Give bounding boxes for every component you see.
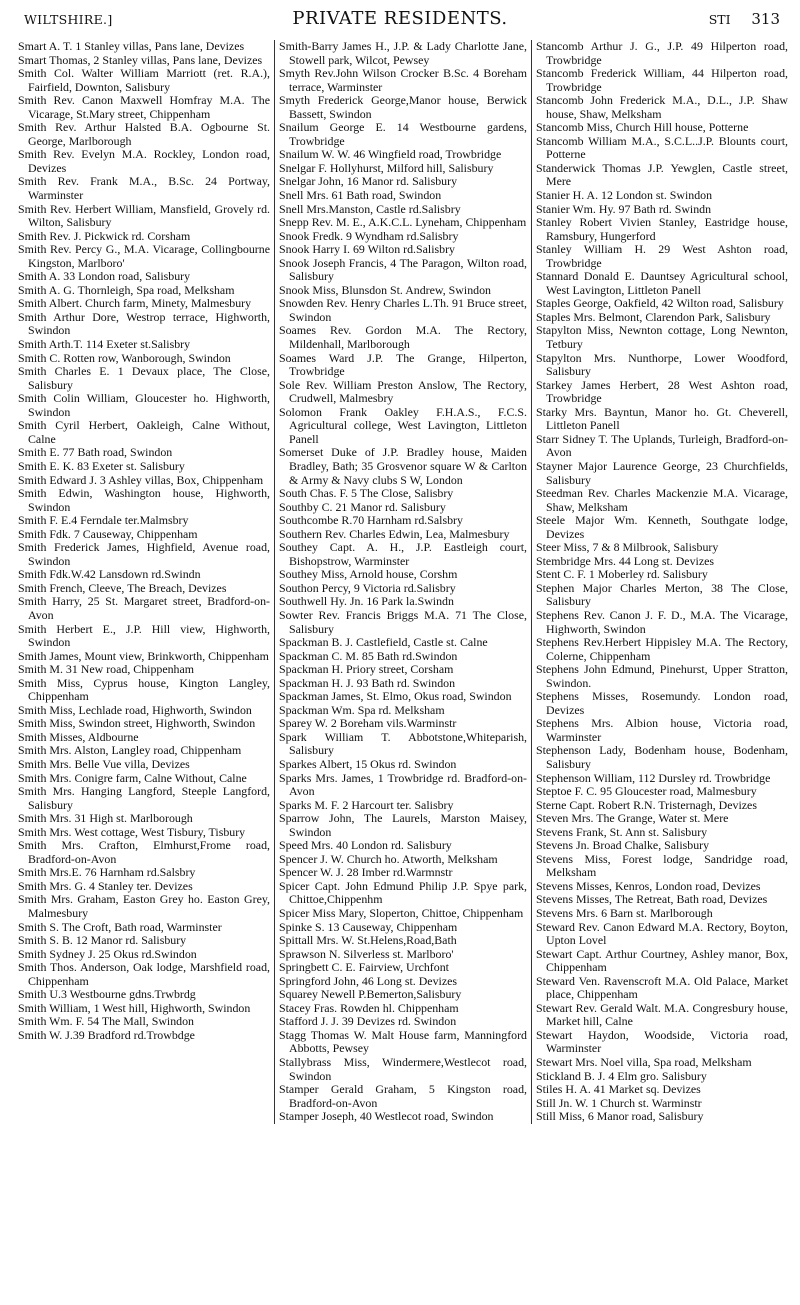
resident-entry: Smith Miss, Lechlade road, Highworth, Swindon (18, 702, 252, 717)
resident-entry: Steele Major Wm. Kenneth, Southgate lodge, Devizes (536, 513, 788, 541)
resident-entry: Smith Albert. Church farm, Minety, Malmesbury (18, 296, 252, 311)
resident-entry: Smith Fdk.W.42 Lansdown rd.Swindn (18, 567, 201, 582)
resident-entry: Smyth Frederick George,Manor house, Berwick Bassett, Swindon (279, 93, 527, 121)
column-3 (531, 40, 788, 1124)
resident-entry: Stephens Misses, Rosemundy. London road, Devizes (536, 689, 788, 717)
page-title: PRIVATE RESIDENTS. (292, 8, 508, 29)
resident-entry: Snailum George E. 14 Westbourne gardens, Trowbridge (279, 120, 527, 148)
resident-entry: Stephens John Edmund, Pinehurst, Upper Stratton, Swindon. (536, 662, 788, 690)
resident-entry: Snook Joseph Francis, 4 The Paragon, Wilton road, Salisbury (279, 255, 527, 284)
resident-entry: Smith Mrs. Hanging Langford, Steeple Langford, Salisbury (18, 784, 270, 812)
resident-entry: Springford John, 46 Long st. Devizes (279, 973, 458, 988)
resident-entry: Smith Cyril Herbert, Oakleigh, Calne Without, Calne (18, 418, 270, 446)
resident-entry: Smith Thos. Anderson, Oak lodge, Marshfield road, Chippenham (18, 960, 270, 988)
resident-entry: Smith Rev. Frank M.A., B.Sc. 24 Portway, Warminster (18, 174, 270, 203)
columns (18, 40, 788, 1124)
resident-entry: Sparrow John, The Laurels, Marston Maisey, Swindon (279, 811, 527, 839)
resident-entry: Snelgar F. Hollyhurst, Milford hill, Salisbury (279, 160, 494, 175)
resident-entry: Spinke S. 13 Causeway, Chippenham (279, 919, 458, 934)
resident-entry: Spencer W. J. 28 Imber rd.Warmnstr (279, 865, 453, 880)
resident-entry: Stapylton Miss, Newnton cottage, Long Newnton, Tetbury (536, 323, 788, 352)
resident-entry: Snowden Rev. Henry Charles L.Th. 91 Bruce street, Swindon (279, 296, 527, 324)
resident-entry: Stevens Misses, The Retreat, Bath road, Devizes (536, 892, 768, 907)
resident-entry: Stancomb Frederick William, 44 Hilperton road, Trowbridge (536, 66, 788, 94)
resident-entry: Smith Harry, 25 St. Margaret street, Bradford-on-Avon (18, 594, 270, 622)
resident-entry: Solomon Frank Oakley F.H.A.S., F.C.S. Agricultural college, West Lavington, Littleton Panell (279, 404, 527, 446)
resident-entry: Smith Sydney J. 25 Okus rd.Swindon (18, 946, 197, 961)
resident-entry: Stapylton Mrs. Nunthorpe, Lower Woodford, Salisbury (536, 350, 788, 379)
resident-entry: Stancomb John Frederick M.A., D.L., J.P. Shaw house, Shaw, Melksham (536, 93, 788, 121)
resident-entry: Smith Mrs. Graham, Easton Grey ho. Easton Grey, Malmesbury (18, 892, 270, 920)
resident-entry: Steven Mrs. The Grange, Water st. Mere (536, 811, 729, 826)
resident-entry: Spencer J. W. Church ho. Atworth, Melksham (279, 851, 498, 866)
resident-entry: Southern Rev. Charles Edwin, Lea, Malmesbury (279, 526, 510, 541)
column-1 (18, 40, 274, 1124)
resident-entry: Smith Misses, Aldbourne (18, 729, 139, 744)
resident-entry: Smith Rev. J. Pickwick rd. Corsham (18, 228, 191, 243)
resident-entry: Smart A. T. 1 Stanley villas, Pans lane, Devizes (18, 39, 245, 53)
resident-entry: Spackman H. J. 93 Bath rd. Swindon (279, 675, 456, 690)
resident-entry: Soames Rev. Gordon M.A. The Rectory, Mildenhall, Marlborough (279, 323, 527, 352)
resident-entry: Stancomb Miss, Church Hill house, Potterne (536, 120, 749, 135)
resident-entry: Smith Arth.T. 114 Exeter st.Salisbry (18, 337, 191, 352)
resident-entry: Stannard Donald E. Dauntsey Agricultural school, West Lavington, Littleton Panell (536, 269, 788, 297)
resident-entry: Smith Charles E. 1 Devaux place, The Close, Salisbury (18, 364, 270, 392)
resident-entry: Smyth Rev.John Wilson Crocker B.Sc. 4 Boreham terrace, Warminster (279, 66, 527, 94)
resident-entry: Steedman Rev. Charles Mackenzie M.A. Vicarage, Shaw, Melksham (536, 486, 788, 514)
resident-entry: Smart Thomas, 2 Stanley villas, Pans lane, Devizes (18, 52, 263, 67)
resident-entry: Spackman Wm. Spa rd. Melksham (279, 702, 445, 717)
resident-entry: Stancomb William M.A., S.C.L..J.P. Blounts court, Potterne (536, 133, 788, 162)
resident-entry: Steward Ven. Ravenscroft M.A. Old Palace, Market place, Chippenham (536, 973, 788, 1002)
resident-entry: Smith Rev. Herbert William, Mansfield, Grovely rd. Wilton, Salisbury (18, 201, 270, 230)
resident-entry: Smith Mrs. Belle Vue villa, Devizes (18, 756, 190, 771)
resident-entry: Stephens Rev. Canon J. F. D., M.A. The Vicarage, Highworth, Swindon (536, 607, 788, 636)
resident-entry: Smith Mrs. Alston, Langley road, Chippenham (18, 743, 242, 758)
resident-entry: Spackman H. Priory street, Corsham (279, 662, 454, 677)
resident-entry: Snailum W. W. 46 Wingfield road, Trowbridge (279, 147, 502, 162)
resident-entry: Steward Rev. Canon Edward M.A. Rectory, Boyton, Upton Lovel (536, 919, 788, 948)
resident-entry: Stiles H. A. 41 Market sq. Devizes (536, 1082, 701, 1097)
resident-entry: South Chas. F. 5 The Close, Salisbry (279, 486, 454, 501)
resident-entry: Smith Colin William, Gloucester ho. Highworth, Swindon (18, 391, 270, 419)
resident-entry: Smith S. B. 12 Manor rd. Salisbury (18, 933, 187, 948)
resident-entry: Spackman C. M. 85 Bath rd.Swindon (279, 648, 458, 663)
resident-entry: Stevens Miss, Forest lodge, Sandridge road, Melksham (536, 851, 788, 880)
resident-entry: Speed Mrs. 40 London rd. Salisbury (279, 838, 452, 853)
resident-entry: Snook Fredk. 9 Wyndham rd.Salisbry (279, 228, 459, 243)
resident-entry: Snell Mrs. 61 Bath road, Swindon (279, 188, 442, 203)
resident-entry: Still Jn. W. 1 Church st. Warminstr (536, 1095, 702, 1110)
resident-entry: Stayner Major Laurence George, 23 Churchfields, Salisbury (536, 458, 788, 487)
resident-entry: Stickland B. J. 4 Elm gro. Salisbury (536, 1068, 707, 1083)
resident-entry: Stewart Rev. Gerald Walt. M.A. Congresbury house, Market hill, Calne (536, 1000, 788, 1029)
resident-entry: Sparey W. 2 Boreham vils.Warminstr (279, 716, 457, 731)
resident-entry: Staples Mrs. Belmont, Clarendon Park, Salisbury (536, 309, 771, 324)
resident-entry: Snook Harry I. 69 Wilton rd.Salisbry (279, 242, 455, 257)
resident-entry: Southey Capt. A. H., J.P. Eastleigh court, Bishopstrow, Warminster (279, 540, 527, 568)
resident-entry: Sparkes Albert, 15 Okus rd. Swindon (279, 756, 457, 771)
index-code: STI (708, 12, 731, 27)
resident-entry: Squarey Newell P.Bemerton,Salisbury (279, 987, 462, 1002)
resident-entry: Smith U.3 Westbourne gdns.Trwbrdg (18, 987, 196, 1002)
resident-entry: Smith W. J.39 Bradford rd.Trowbdge (18, 1027, 195, 1042)
resident-entry: Snell Mrs.Manston, Castle rd.Salisbry (279, 201, 461, 216)
resident-entry: Spicer Miss Mary, Sloperton, Chittoe, Chippenham (279, 906, 524, 920)
resident-entry: Stafford J. J. 39 Devizes rd. Swindon (279, 1014, 457, 1029)
resident-entry: Stallybrass Miss, Windermere,Westlecot road, Swindon (279, 1055, 527, 1083)
resident-entry: Standerwick Thomas J.P. Yewglen, Castle street, Mere (536, 160, 788, 189)
resident-entry: Stephenson William, 112 Dursley rd. Trowbridge (536, 770, 771, 785)
resident-entry: Southon Percy, 9 Victoria rd.Salisbry (279, 580, 456, 595)
resident-entry: Stephens Rev.Herbert Hippisley M.A. The Rectory, Colerne, Chippenham (536, 635, 788, 663)
resident-entry: Stanley Robert Vivien Stanley, Eastridge house, Ramsbury, Hungerford (536, 215, 788, 243)
resident-entry: Smith Mrs. Crafton, Elmhurst,Frome road, Bradford-on-Avon (18, 838, 270, 866)
resident-entry: Smith French, Cleeve, The Breach, Devizes (18, 580, 227, 595)
resident-entry: Smith Wm. F. 54 The Mall, Swindon (18, 1014, 194, 1029)
resident-entry: Sprawson N. Silverless st. Marlboro' (279, 946, 454, 961)
resident-entry: Stewart Capt. Arthur Courtney, Ashley manor, Box, Chippenham (536, 946, 788, 975)
resident-entry: Smith-Barry James H., J.P. & Lady Charlotte Jane, Stowell park, Wilcot, Pewsey (279, 39, 527, 67)
resident-entry: Sparks M. F. 2 Harcourt ter. Salisbry (279, 797, 454, 812)
resident-entry: Sole Rev. William Preston Anslow, The Rectory, Crudwell, Malmesbry (279, 377, 527, 406)
resident-entry: Smith Rev. Canon Maxwell Homfray M.A. The Vicarage, St.Mary street, Chippenham (18, 93, 270, 121)
resident-entry: Stephens Mrs. Albion house, Victoria road, Warminster (536, 716, 788, 744)
resident-entry: Southcombe R.70 Harnham rd.Salsbry (279, 513, 463, 528)
resident-entry: Smith Edwin, Washington house, Highworth, Swindon (18, 486, 270, 514)
resident-entry: Southey Miss, Arnold house, Corshm (279, 567, 458, 582)
resident-entry: Smith Frederick James, Highfield, Avenue road, Swindon (18, 540, 270, 568)
county-heading: WILTSHIRE.] (24, 12, 113, 27)
resident-entry: Smith A. 33 London road, Salisbury (18, 269, 191, 284)
resident-entry: Stancomb Arthur J. G., J.P. 49 Hilperton road, Trowbridge (536, 39, 788, 67)
resident-entry: Smith Rev. Percy G., M.A. Vicarage, Collingbourne Kingston, Marlboro' (18, 242, 270, 270)
resident-entry: Smith Rev. Arthur Halsted B.A. Ogbourne St. George, Marlborough (18, 120, 270, 148)
resident-entry: Steer Miss, 7 & 8 Milbrook, Salisbury (536, 540, 719, 555)
resident-entry: Smith Mrs.E. 76 Harnham rd.Salsbry (18, 865, 196, 880)
resident-entry: Starr Sidney T. The Uplands, Turleigh, Bradford-on-Avon (536, 431, 788, 460)
resident-entry: Spittall Mrs. W. St.Helens,Road,Bath (279, 933, 457, 948)
resident-entry: Staples George, Oakfield, 42 Wilton road, Salisbury (536, 296, 784, 311)
resident-entry: Stanley William H. 29 West Ashton road, Trowbridge (536, 242, 788, 270)
resident-entry: Smith Rev. Evelyn M.A. Rockley, London road, Devizes (18, 147, 270, 175)
resident-entry: Smith Mrs. 31 High st. Marlborough (18, 811, 193, 826)
resident-entry: Spark William T. Abbotstone,Whiteparish, Salisbury (279, 729, 527, 758)
resident-entry: Stewart Mrs. Noel villa, Spa road, Melksham (536, 1055, 752, 1070)
resident-entry: Smith M. 31 New road, Chippenham (18, 662, 195, 677)
resident-entry: Southwell Hy. Jn. 16 Park la.Swindn (279, 594, 454, 609)
page-number-block (709, 10, 780, 28)
resident-entry: Stent C. F. 1 Moberley rd. Salisbury (536, 567, 708, 582)
resident-entry: Smith C. Rotten row, Wanborough, Swindon (18, 350, 231, 365)
resident-entry: Snook Miss, Blunsdon St. Andrew, Swindon (279, 282, 491, 297)
resident-entry: Smith James, Mount view, Brinkworth, Chippenham (18, 648, 269, 663)
resident-entry: Stamper Joseph, 40 Westlecot road, Swindon (279, 1109, 494, 1124)
resident-entry: Smith Mrs. Conigre farm, Calne Without, Calne (18, 770, 247, 785)
resident-entry: Smith A. G. Thornleigh, Spa road, Melksham (18, 282, 235, 297)
resident-entry: Snepp Rev. M. E., A.K.C.L. Lyneham, Chippenham (279, 215, 527, 230)
resident-entry: Stephenson Lady, Bodenham house, Bodenham, Salisbury (536, 743, 788, 771)
resident-entry: Smith Miss, Swindon street, Highworth, Swindon (18, 716, 256, 731)
page-header (0, 8, 800, 34)
resident-entry: Smith Mrs. West cottage, West Tisbury, Tisbury (18, 824, 246, 839)
resident-entry: Stacey Fras. Rowden hl. Chippenham (279, 1000, 459, 1015)
resident-entry: Smith Mrs. G. 4 Stanley ter. Devizes (18, 878, 193, 893)
resident-entry: Smith Edward J. 3 Ashley villas, Box, Chippenham (18, 472, 264, 487)
resident-entry: Smith Herbert E., J.P. Hill view, Highworth, Swindon (18, 621, 270, 650)
resident-entry: Smith Arthur Dore, Westrop terrace, Highworth, Swindon (18, 309, 270, 338)
resident-entry: Smith E. 77 Bath road, Swindon (18, 445, 173, 460)
resident-entry: Stanier H. A. 12 London st. Swindon (536, 188, 713, 203)
resident-entry: Stevens Frank, St. Ann st. Salisbury (536, 824, 708, 839)
resident-entry: Stagg Thomas W. Malt House farm, Manningford Abbotts, Pewsey (279, 1027, 527, 1056)
page-number: 313 (751, 10, 780, 28)
resident-entry: Smith William, 1 West hill, Highworth, Swindon (18, 1000, 251, 1015)
resident-entry: Smith E. K. 83 Exeter st. Salisbury (18, 458, 185, 473)
resident-entry: Still Miss, 6 Manor road, Salisbury (536, 1109, 704, 1124)
resident-entry: Stanier Wm. Hy. 97 Bath rd. Swindn (536, 201, 712, 216)
resident-entry: Stewart Haydon, Woodside, Victoria road, Warminster (536, 1027, 788, 1056)
resident-entry: Sterne Capt. Robert R.N. Tristernagh, Devizes (536, 797, 757, 812)
resident-entry: Sowter Rev. Francis Briggs M.A. 71 The Close, Salisbury (279, 607, 527, 636)
resident-entry: Stembridge Mrs. 44 Long st. Devizes (536, 553, 715, 568)
resident-entry: Starky Mrs. Bayntun, Manor ho. Gt. Cheverell, Littleton Panell (536, 404, 788, 433)
resident-entry: Soames Ward J.P. The Grange, Hilperton, Trowbridge (279, 350, 527, 379)
resident-entry: Smith Miss, Cyprus house, Kington Langley, Chippenham (18, 675, 270, 704)
resident-entry: Somerset Duke of J.P. Bradley house, Maiden Bradley, Bath; 35 Grosvenor square W & Carlton & Army & Navy clubs S W, London (279, 445, 527, 487)
resident-entry: Stevens Jn. Broad Chalke, Salisbury (536, 838, 710, 853)
resident-entry: Smith F. E.4 Ferndale ter.Malmsbry (18, 513, 189, 528)
resident-entry: Stephen Major Charles Merton, 38 The Close, Salisbury (536, 580, 788, 609)
resident-entry: Sparks Mrs. James, 1 Trowbridge rd. Bradford-on-Avon (279, 770, 527, 799)
resident-entry: Steptoe F. C. 95 Gloucester road, Malmesbury (536, 784, 757, 799)
resident-entry: Spackman B. J. Castlefield, Castle st. Calne (279, 635, 488, 650)
resident-entry: Springbett C. E. Fairview, Urchfont (279, 960, 449, 975)
resident-entry: Smith Col. Walter William Marriott (ret. R.A.), Fairfield, Downton, Salisbury (18, 66, 270, 94)
resident-entry: Spackman James, St. Elmo, Okus road, Swindon (279, 689, 512, 704)
resident-entry: Stamper Gerald Graham, 5 Kingston road, Bradford-on-Avon (279, 1082, 527, 1110)
resident-entry: Southby C. 21 Manor rd. Salisbury (279, 499, 446, 514)
column-2 (274, 40, 531, 1124)
resident-entry: Smith S. The Croft, Bath road, Warminster (18, 919, 222, 934)
resident-entry: Spicer Capt. John Edmund Philip J.P. Spye park, Chittoe,Chippenhm (279, 878, 527, 907)
resident-entry: Snelgar John, 16 Manor rd. Salisbury (279, 174, 458, 189)
resident-entry: Smith Fdk. 7 Causeway, Chippenham (18, 526, 198, 541)
resident-entry: Stevens Misses, Kenros, London road, Devizes (536, 878, 761, 893)
resident-entry: Stevens Mrs. 6 Barn st. Marlborough (536, 906, 713, 920)
resident-entry: Starkey James Herbert, 28 West Ashton road, Trowbridge (536, 377, 788, 406)
